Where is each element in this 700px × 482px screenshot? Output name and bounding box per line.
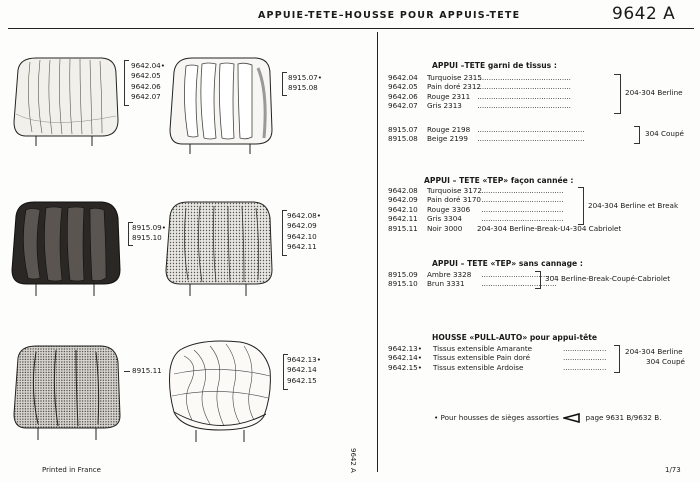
- column-divider: [377, 32, 378, 472]
- part-number: 8915.10: [132, 233, 162, 243]
- headrest-fabric-illustration: [6, 52, 124, 148]
- part-number: 9642.14: [287, 365, 317, 375]
- section-pull-auto-rows: [388, 344, 606, 372]
- bracket: [614, 345, 620, 373]
- application-label: 204-304 Berline et Break: [588, 201, 679, 210]
- row-name: Rouge 2198: [427, 125, 471, 134]
- row-code: 9642.14•: [388, 353, 422, 363]
- table-row: 9642.08 Turquoise 3172 ....................................: [388, 186, 564, 195]
- table-row: 9642.13• Tissus extensible Amarante ...................: [388, 344, 607, 353]
- row-name: Ambre 3328: [427, 270, 472, 279]
- table-row: 9642.11 Gris 3304 ....................................: [388, 214, 564, 224]
- row-name: Noir 3000: [427, 223, 463, 233]
- section-tep-caned-rows: [388, 186, 621, 233]
- table-row: 9642.14• Tissus extensible Pain doré ...................: [388, 353, 607, 363]
- section-title-text: APPUI – TETE «TEP» sans cannage :: [432, 259, 583, 268]
- section-title-tep-caned: [424, 176, 573, 185]
- table-row: 8915.09 Ambre 3328 .................................: [388, 270, 557, 279]
- application-label: 304 Coupé: [645, 129, 684, 138]
- part-number: 9642.04•: [131, 61, 165, 70]
- section-title-text: HOUSSE «PULL-AUTO» pour appui-tête: [432, 333, 598, 342]
- section-fabric-coupe-rows: [388, 125, 585, 144]
- table-row: 8915.08 Beige 2199 ...............................................: [388, 134, 585, 144]
- row-name: Tissus extensible Amarante: [433, 344, 533, 353]
- header-rule: [8, 28, 694, 29]
- section-title-pull-auto: [432, 333, 597, 342]
- code-group-2: [288, 73, 322, 94]
- application-label: 204-304 Berline: [625, 88, 683, 97]
- row-code: 9642.11: [388, 214, 418, 224]
- row-code: 8915.07: [388, 125, 418, 134]
- vertical-page-code: 9642 A: [349, 448, 357, 473]
- row-code: 9642.15•: [388, 362, 422, 372]
- table-row: 9642.04 Turquoise 2315 .........................................: [388, 73, 571, 82]
- bracket: [282, 72, 287, 96]
- row-code: 8915.10: [388, 279, 418, 289]
- part-number: 9642.11: [287, 241, 317, 251]
- part-number: 9642.07: [131, 91, 161, 101]
- section-title-text: APPUI – TETE «TEP» façon cannée :: [424, 176, 574, 185]
- row-name: Beige 2199: [427, 134, 468, 144]
- headrest-tep-smooth-illustration: [6, 196, 126, 300]
- table-row: 9642.10 Rouge 3306 ....................................: [388, 204, 564, 214]
- table-row: [388, 224, 621, 233]
- page-title: APPUIE-TETE–HOUSSE POUR APPUIS-TETE: [258, 10, 521, 21]
- headrest-tep-caned-illustration: [160, 196, 280, 300]
- table-row: 9642.05 Pain doré 2312 .........................................: [388, 82, 571, 92]
- application-label: 304 Coupé: [646, 357, 685, 366]
- row-name: Pain doré 2312: [427, 82, 482, 92]
- row-code: 9642.05: [388, 82, 418, 92]
- footnote: [434, 413, 661, 423]
- bracket: [124, 60, 129, 106]
- part-number: 8915.11: [132, 366, 162, 375]
- leader-line: [124, 371, 130, 372]
- page-code: 9642 A: [612, 4, 676, 24]
- row-name: Brun 3331: [427, 279, 465, 289]
- code-group-6: [287, 355, 321, 386]
- row-name: Gris 2313: [427, 101, 462, 111]
- table-row: 8915.10 Brun 3331 .................................: [388, 279, 557, 289]
- bracket: [634, 126, 640, 144]
- section-fabric-rows: [388, 73, 571, 111]
- application-label: 204-304 Berline-Break-U4-304 Cabriolet: [477, 223, 622, 233]
- row-name: Tissus extensible Ardoise: [433, 362, 524, 372]
- part-number: 8915.09•: [132, 223, 166, 232]
- row-code: 9642.09: [388, 195, 418, 205]
- row-code: 9642.13•: [388, 344, 422, 353]
- code-group-4: [287, 211, 321, 252]
- row-code: 9642.08: [388, 186, 418, 195]
- row-name: Tissus extensible Pain doré: [433, 353, 531, 363]
- part-number: 9642.05: [131, 71, 161, 81]
- row-code: 9642.07: [388, 101, 418, 111]
- part-number: 9642.10: [287, 231, 317, 241]
- row-code: 9642.06: [388, 91, 418, 101]
- part-number: 9642.08•: [287, 211, 321, 220]
- headrest-perforated-illustration: [6, 340, 126, 444]
- table-row: 9642.09 Pain doré 3170 ....................................: [388, 195, 564, 205]
- row-name: Turquoise 2315: [427, 73, 482, 82]
- headrest-pull-auto-cover-illustration: [160, 334, 284, 446]
- bracket: [614, 74, 621, 114]
- row-name: Gris 3304: [427, 214, 462, 224]
- printed-in-france: Printed in France: [42, 466, 101, 474]
- part-number: 9642.06: [131, 81, 161, 91]
- table-row: 9642.15• Tissus extensible Ardoise ...................: [388, 362, 607, 372]
- row-code: 8915.09: [388, 270, 418, 279]
- row-code: 9642.10: [388, 204, 418, 214]
- part-number: 9642.09: [287, 221, 317, 231]
- section-tep-smooth-rows: [388, 270, 557, 289]
- part-number: 8915.08: [288, 83, 318, 93]
- application-label: 204-304 Berline: [625, 347, 683, 356]
- section-title-tep-smooth: [432, 259, 583, 268]
- row-name: Rouge 2311: [427, 91, 471, 101]
- part-number: 8915.07•: [288, 73, 322, 82]
- page-date: 1/73: [665, 466, 681, 474]
- application-label: 304 Berline-Break-Coupé-Cabriolet: [545, 274, 671, 283]
- section-title-fabric: APPUI –TETE garni de tissus :: [432, 61, 557, 70]
- row-code: 8915.08: [388, 134, 418, 144]
- row-code: 8915.11: [388, 223, 418, 233]
- row-name: Pain doré 3170: [427, 195, 482, 205]
- row-name: Turquoise 3172: [427, 186, 482, 195]
- bracket: [535, 271, 541, 289]
- row-code: 9642.04: [388, 73, 418, 82]
- headrest-fabric-panels-illustration: [164, 52, 280, 158]
- part-number: 9642.15: [287, 375, 317, 385]
- bracket: [578, 187, 584, 225]
- code-group-1: [131, 61, 165, 102]
- table-row: 9642.06 Rouge 2311 .........................................: [388, 91, 571, 101]
- row-name: Rouge 3306: [427, 204, 471, 214]
- code-group-5: [132, 366, 162, 376]
- part-number: 9642.13•: [287, 355, 321, 364]
- pointer-triangle-icon: [563, 413, 581, 423]
- table-row: 9642.07 Gris 2313 .........................................: [388, 101, 571, 111]
- footnote-ref: page 9631 B/9632 B.: [585, 413, 662, 422]
- footnote-text: • Pour housses de sièges assorties: [434, 413, 559, 422]
- table-row: 8915.07 Rouge 2198 ...............................................: [388, 125, 585, 134]
